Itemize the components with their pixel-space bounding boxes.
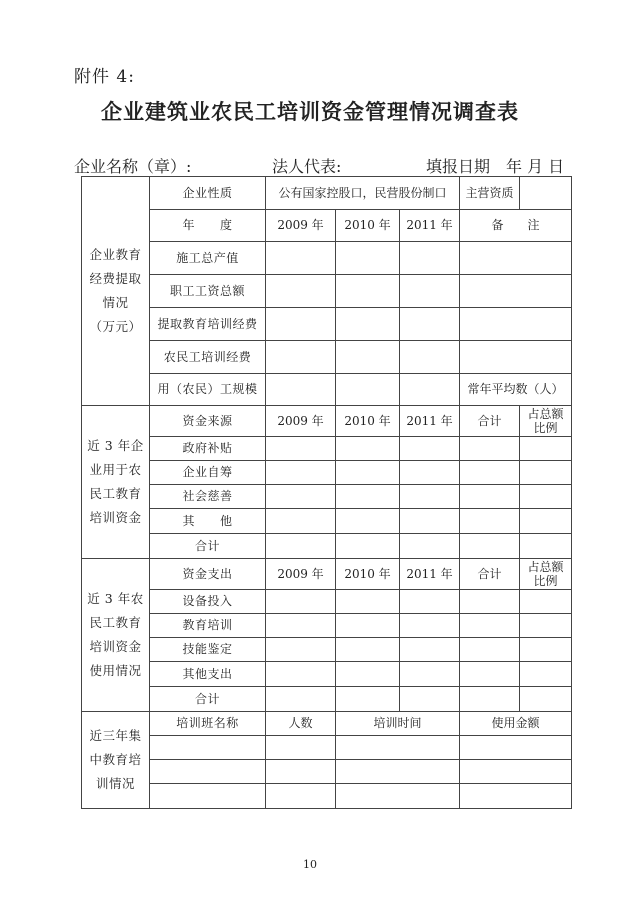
value-cell[interactable] xyxy=(460,638,520,662)
ratio-header: 占总额 比例 xyxy=(520,559,572,590)
main-qualification-value[interactable] xyxy=(520,177,572,210)
company-name-label: 企业名称（章）: xyxy=(74,157,192,176)
value-cell[interactable] xyxy=(460,590,520,614)
value-cell[interactable] xyxy=(266,437,336,461)
enterprise-nature-options[interactable]: 公有国家控股口，民营股份制口 xyxy=(266,177,460,210)
category-cell-funding-extraction: 企业教育 经费提取 情况 （万元） xyxy=(82,177,150,406)
year-2011: 2011 年 xyxy=(400,210,460,242)
value-cell[interactable] xyxy=(266,242,336,275)
value-cell[interactable] xyxy=(266,341,336,374)
year-2009: 2009 年 xyxy=(266,210,336,242)
value-cell[interactable] xyxy=(520,614,572,638)
row-label: 用（农民）工规模 xyxy=(150,374,266,406)
category-cell-funding-usage: 近 3 年农 民工教育 培训资金 使用情况 xyxy=(82,559,150,712)
total-header: 合计 xyxy=(460,559,520,590)
row-label: 社会慈善 xyxy=(150,485,266,509)
value-cell[interactable] xyxy=(520,437,572,461)
value-cell[interactable] xyxy=(266,687,336,712)
table-row xyxy=(82,662,572,687)
remark-label: 备 注 xyxy=(460,210,572,242)
year-2011: 2011 年 xyxy=(400,559,460,590)
training-class-name-header: 培训班名称 xyxy=(150,712,266,736)
value-cell[interactable] xyxy=(520,461,572,485)
value-cell[interactable] xyxy=(336,509,400,534)
value-cell[interactable] xyxy=(400,275,460,308)
row-label: 教育培训 xyxy=(150,614,266,638)
value-cell[interactable] xyxy=(400,374,460,406)
value-cell[interactable] xyxy=(520,662,572,687)
table-row xyxy=(82,590,572,614)
table-row xyxy=(82,406,572,437)
value-cell[interactable] xyxy=(336,374,400,406)
value-cell[interactable] xyxy=(460,461,520,485)
year-2009: 2009 年 xyxy=(266,559,336,590)
value-cell[interactable] xyxy=(460,687,520,712)
table-row xyxy=(82,638,572,662)
main-qualification-label: 主营资质 xyxy=(460,177,520,210)
expense-header: 资金支出 xyxy=(150,559,266,590)
year-2010: 2010 年 xyxy=(336,210,400,242)
value-cell[interactable] xyxy=(336,784,460,809)
category-cell-funding-sources: 近 3 年企 业用于农 民工教育 培训资金 xyxy=(82,406,150,559)
value-cell[interactable] xyxy=(460,784,572,809)
value-cell[interactable] xyxy=(336,534,400,559)
table-row xyxy=(82,485,572,509)
value-cell[interactable] xyxy=(266,509,336,534)
table-row xyxy=(82,341,572,374)
table-row xyxy=(82,177,572,210)
row-label: 职工工资总额 xyxy=(150,275,266,308)
survey-table xyxy=(81,176,572,809)
ratio-header: 占总额 比例 xyxy=(520,406,572,437)
fill-date-label: 填报日期 年 月 日 xyxy=(426,157,565,176)
row-label: 其他支出 xyxy=(150,662,266,687)
value-cell[interactable] xyxy=(400,509,460,534)
table-row xyxy=(82,437,572,461)
value-cell[interactable] xyxy=(460,509,520,534)
value-cell[interactable] xyxy=(520,534,572,559)
row-label: 提取教育培训经费 xyxy=(150,308,266,341)
funding-source-header: 资金来源 xyxy=(150,406,266,437)
value-cell[interactable] xyxy=(266,308,336,341)
year-2010: 2010 年 xyxy=(336,406,400,437)
value-cell[interactable] xyxy=(336,437,400,461)
table-row xyxy=(82,736,572,760)
value-cell[interactable] xyxy=(400,614,460,638)
table-row xyxy=(82,559,572,590)
value-cell[interactable] xyxy=(460,662,520,687)
value-cell[interactable] xyxy=(460,760,572,784)
value-cell[interactable] xyxy=(520,638,572,662)
value-cell[interactable] xyxy=(336,242,400,275)
value-cell[interactable] xyxy=(336,736,460,760)
table-row xyxy=(82,210,572,242)
page-title: 企业建筑业农民工培训资金管理情况调查表 xyxy=(101,100,519,124)
value-cell[interactable] xyxy=(266,784,336,809)
value-cell[interactable] xyxy=(266,736,336,760)
value-cell[interactable] xyxy=(460,437,520,461)
year-2011: 2011 年 xyxy=(400,406,460,437)
value-cell[interactable] xyxy=(400,341,460,374)
value-cell[interactable] xyxy=(400,437,460,461)
value-cell[interactable] xyxy=(336,638,400,662)
value-cell[interactable] xyxy=(400,308,460,341)
value-cell[interactable] xyxy=(266,534,336,559)
year-2009: 2009 年 xyxy=(266,406,336,437)
row-label: 设备投入 xyxy=(150,590,266,614)
value-cell[interactable] xyxy=(266,662,336,687)
value-cell[interactable] xyxy=(400,485,460,509)
value-cell[interactable] xyxy=(520,509,572,534)
row-label: 其 他 xyxy=(150,509,266,534)
remark-cell[interactable] xyxy=(460,341,572,374)
page-number: 10 xyxy=(303,858,317,871)
table-row xyxy=(82,687,572,712)
header-info-row xyxy=(74,154,574,176)
annual-average-label: 常年平均数（人） xyxy=(460,374,572,406)
value-cell[interactable] xyxy=(336,461,400,485)
value-cell[interactable] xyxy=(266,590,336,614)
table-row xyxy=(82,784,572,809)
total-header: 合计 xyxy=(460,406,520,437)
value-cell[interactable] xyxy=(336,341,400,374)
row-label: 政府补贴 xyxy=(150,437,266,461)
value-cell[interactable] xyxy=(460,614,520,638)
legal-rep-label: 法人代表: xyxy=(272,157,342,176)
table-row xyxy=(82,712,572,736)
table-row xyxy=(82,275,572,308)
enterprise-nature-label: 企业性质 xyxy=(150,177,266,210)
table-row xyxy=(82,374,572,406)
value-cell[interactable] xyxy=(460,485,520,509)
value-cell[interactable] xyxy=(400,242,460,275)
remark-cell[interactable] xyxy=(460,242,572,275)
value-cell[interactable] xyxy=(400,687,460,712)
value-cell[interactable] xyxy=(266,485,336,509)
table-row xyxy=(82,534,572,559)
value-cell[interactable] xyxy=(150,736,266,760)
value-cell[interactable] xyxy=(336,275,400,308)
value-cell[interactable] xyxy=(150,784,266,809)
attachment-label: 附件 4: xyxy=(74,67,135,87)
year-2010: 2010 年 xyxy=(336,559,400,590)
value-cell[interactable] xyxy=(400,662,460,687)
value-cell[interactable] xyxy=(266,638,336,662)
table-row xyxy=(82,614,572,638)
row-label: 合计 xyxy=(150,534,266,559)
row-label: 农民工培训经费 xyxy=(150,341,266,374)
value-cell[interactable] xyxy=(150,760,266,784)
table-row xyxy=(82,509,572,534)
value-cell[interactable] xyxy=(336,308,400,341)
value-cell[interactable] xyxy=(400,461,460,485)
value-cell[interactable] xyxy=(400,590,460,614)
value-cell[interactable] xyxy=(336,760,460,784)
value-cell[interactable] xyxy=(520,590,572,614)
value-cell[interactable] xyxy=(266,275,336,308)
value-cell[interactable] xyxy=(336,485,400,509)
value-cell[interactable] xyxy=(400,638,460,662)
value-cell[interactable] xyxy=(460,736,572,760)
table-row xyxy=(82,461,572,485)
participants-header: 人数 xyxy=(266,712,336,736)
value-cell[interactable] xyxy=(460,534,520,559)
table-row xyxy=(82,308,572,341)
row-label: 企业自筹 xyxy=(150,461,266,485)
value-cell[interactable] xyxy=(266,614,336,638)
remark-cell[interactable] xyxy=(460,308,572,341)
value-cell[interactable] xyxy=(336,614,400,638)
value-cell[interactable] xyxy=(520,687,572,712)
row-label: 合计 xyxy=(150,687,266,712)
value-cell[interactable] xyxy=(266,374,336,406)
training-time-header: 培训时间 xyxy=(336,712,460,736)
value-cell[interactable] xyxy=(520,485,572,509)
value-cell[interactable] xyxy=(400,534,460,559)
value-cell[interactable] xyxy=(336,590,400,614)
value-cell[interactable] xyxy=(266,760,336,784)
category-cell-centralized-training: 近三年集 中教育培 训情况 xyxy=(82,712,150,809)
row-label: 技能鉴定 xyxy=(150,638,266,662)
value-cell[interactable] xyxy=(336,687,400,712)
amount-used-header: 使用金额 xyxy=(460,712,572,736)
row-label: 施工总产值 xyxy=(150,242,266,275)
value-cell[interactable] xyxy=(266,461,336,485)
table-row xyxy=(82,760,572,784)
value-cell[interactable] xyxy=(336,662,400,687)
remark-cell[interactable] xyxy=(460,275,572,308)
year-label: 年 度 xyxy=(150,210,266,242)
table-row xyxy=(82,242,572,275)
